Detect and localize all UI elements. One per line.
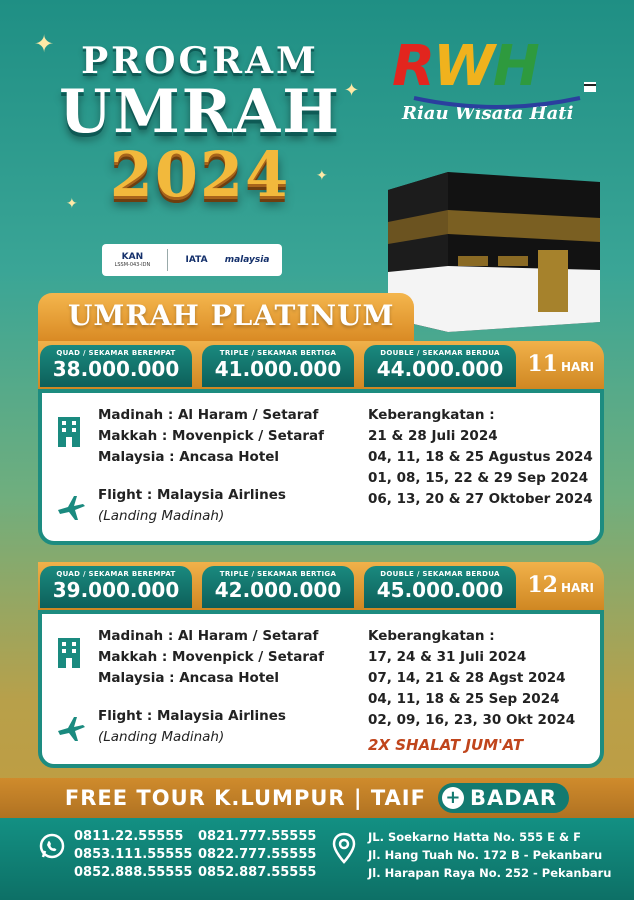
title-program: PROGRAM bbox=[81, 40, 319, 82]
program-details-card bbox=[38, 389, 604, 545]
price-value: 41.000.000 bbox=[214, 357, 342, 381]
departure-date: 04, 11, 18 & 25 Sep 2024 bbox=[368, 691, 560, 707]
price-value: 45.000.000 bbox=[376, 578, 504, 602]
flight-landing: (Landing Madinah) bbox=[98, 508, 225, 524]
duration-days: 11 bbox=[527, 351, 558, 377]
title-umrah: UMRAH bbox=[59, 77, 341, 147]
free-tour-extra-text: BADAR bbox=[469, 786, 558, 810]
duration-word: HARI bbox=[560, 581, 594, 595]
sparkle-icon: ✦ bbox=[66, 196, 78, 212]
logo-letter-r: R bbox=[392, 34, 434, 99]
phone-number: 0822.777.55555 bbox=[198, 847, 317, 862]
phone-number: 0811.22.55555 bbox=[74, 829, 184, 844]
kaaba-illustration bbox=[388, 172, 600, 332]
departure-title: Keberangkatan : bbox=[368, 628, 495, 644]
address-line: JL. Soekarno Hatta No. 555 E & F bbox=[368, 830, 581, 844]
logo-swoosh bbox=[412, 94, 582, 112]
hotel-malaysia: Malaysia : Ancasa Hotel bbox=[98, 449, 280, 465]
free-tour-extra bbox=[438, 783, 569, 813]
duration-badge bbox=[527, 351, 594, 393]
kan-logo-text: KAN bbox=[121, 252, 144, 262]
program-title bbox=[50, 40, 350, 211]
title-year: 2024 bbox=[109, 138, 291, 211]
phone-number: 0821.777.55555 bbox=[198, 829, 317, 844]
free-tour-banner bbox=[0, 778, 634, 818]
duration-word: HARI bbox=[560, 360, 594, 374]
price-value: 44.000.000 bbox=[376, 357, 504, 381]
location-pin-icon bbox=[332, 832, 356, 864]
departure-list bbox=[368, 626, 575, 756]
departure-date: 21 & 28 Juli 2024 bbox=[368, 428, 498, 444]
hotel-madinah: Madinah : Al Haram / Setaraf bbox=[98, 628, 319, 644]
price-double bbox=[364, 566, 516, 608]
airplane-icon bbox=[56, 714, 86, 744]
price-value: 39.000.000 bbox=[52, 578, 180, 602]
departure-title: Keberangkatan : bbox=[368, 407, 495, 423]
duration-days: 12 bbox=[527, 572, 558, 598]
whatsapp-icon bbox=[38, 832, 66, 860]
price-label: DOUBLE / SEKAMAR BERDUA bbox=[380, 349, 500, 357]
hotel-list bbox=[98, 626, 324, 689]
sparkle-icon: ✦ bbox=[344, 80, 360, 101]
price-label: TRIPLE / SEKAMAR BERTIGA bbox=[219, 570, 337, 578]
hotel-list bbox=[98, 405, 324, 468]
free-tour-text: FREE TOUR K.LUMPUR | TAIF bbox=[64, 786, 426, 810]
phone-list bbox=[74, 828, 316, 882]
address-line: Jl. Hang Tuah No. 172 B - Pekanbaru bbox=[368, 848, 603, 862]
price-label: DOUBLE / SEKAMAR BERDUA bbox=[380, 570, 500, 578]
phone-number: 0853.111.55555 bbox=[74, 847, 193, 862]
departure-date: 02, 09, 16, 23, 30 Okt 2024 bbox=[368, 712, 576, 728]
price-value: 42.000.000 bbox=[214, 578, 342, 602]
price-value: 38.000.000 bbox=[52, 357, 180, 381]
price-label: QUAD / SEKAMAR BEREMPAT bbox=[56, 349, 176, 357]
logo-letter-w: W bbox=[433, 34, 493, 99]
contact-footer bbox=[0, 818, 634, 900]
accreditation-badges bbox=[102, 244, 282, 276]
kan-code: LSSM-043-IDN bbox=[114, 262, 151, 268]
divider bbox=[167, 249, 168, 271]
hotel-icon bbox=[56, 636, 82, 668]
sparkle-icon: ✦ bbox=[34, 30, 55, 58]
airplane-icon bbox=[56, 493, 86, 523]
kan-badge bbox=[115, 252, 151, 268]
departure-date: 17, 24 & 31 Juli 2024 bbox=[368, 649, 527, 665]
program-11-hari bbox=[38, 341, 604, 545]
phone-number: 0852.888.55555 bbox=[74, 865, 193, 880]
package-tab bbox=[38, 293, 414, 341]
price-double bbox=[364, 345, 516, 387]
price-label: TRIPLE / SEKAMAR BERTIGA bbox=[219, 349, 337, 357]
hotel-makkah: Makkah : Movenpick / Setaraf bbox=[98, 428, 324, 444]
departure-list bbox=[368, 405, 593, 510]
flight-info bbox=[98, 485, 286, 527]
hotel-madinah: Madinah : Al Haram / Setaraf bbox=[98, 407, 319, 423]
price-label: QUAD / SEKAMAR BEREMPAT bbox=[56, 570, 176, 578]
logo-letter-h: H bbox=[492, 34, 538, 99]
departure-date: 06, 13, 20 & 27 Oktober 2024 bbox=[368, 491, 593, 507]
duration-badge bbox=[527, 572, 594, 614]
program-details-card bbox=[38, 610, 604, 768]
price-triple bbox=[202, 566, 354, 608]
price-bar bbox=[38, 562, 604, 610]
hotel-makkah: Makkah : Movenpick / Setaraf bbox=[98, 649, 324, 665]
flight-airline: Flight : Malaysia Airlines bbox=[98, 708, 286, 724]
hotel-malaysia: Malaysia : Ancasa Hotel bbox=[98, 670, 280, 686]
program-12-hari bbox=[38, 562, 604, 768]
price-quad bbox=[40, 566, 192, 608]
kaaba-mini-icon bbox=[582, 78, 598, 94]
plus-icon: + bbox=[442, 787, 464, 809]
sparkle-icon: ✦ bbox=[316, 168, 328, 184]
logo-tagline: Riau Wisata Hati bbox=[402, 103, 574, 124]
hotel-icon bbox=[56, 415, 82, 447]
phone-number: 0852.887.55555 bbox=[198, 865, 317, 880]
price-bar bbox=[38, 341, 604, 389]
flight-landing: (Landing Madinah) bbox=[98, 729, 225, 745]
address-list bbox=[368, 828, 611, 882]
package-name: UMRAH PLATINUM bbox=[68, 299, 395, 332]
malaysia-airlines-logo: malaysia bbox=[224, 255, 270, 265]
departure-date: 07, 14, 21 & 28 Agst 2024 bbox=[368, 670, 566, 686]
departure-date: 01, 08, 15, 22 & 29 Sep 2024 bbox=[368, 470, 589, 486]
price-triple bbox=[202, 345, 354, 387]
shalat-jumat-note: 2X SHALAT JUM'AT bbox=[368, 736, 524, 754]
address-line: Jl. Harapan Raya No. 252 - Pekanbaru bbox=[368, 866, 612, 880]
rwh-logo bbox=[392, 34, 612, 154]
flight-airline: Flight : Malaysia Airlines bbox=[98, 487, 286, 503]
iata-logo: IATA bbox=[185, 255, 208, 265]
logo-letters bbox=[392, 34, 612, 99]
departure-date: 04, 11, 18 & 25 Agustus 2024 bbox=[368, 449, 593, 465]
price-quad bbox=[40, 345, 192, 387]
flight-info bbox=[98, 706, 286, 748]
